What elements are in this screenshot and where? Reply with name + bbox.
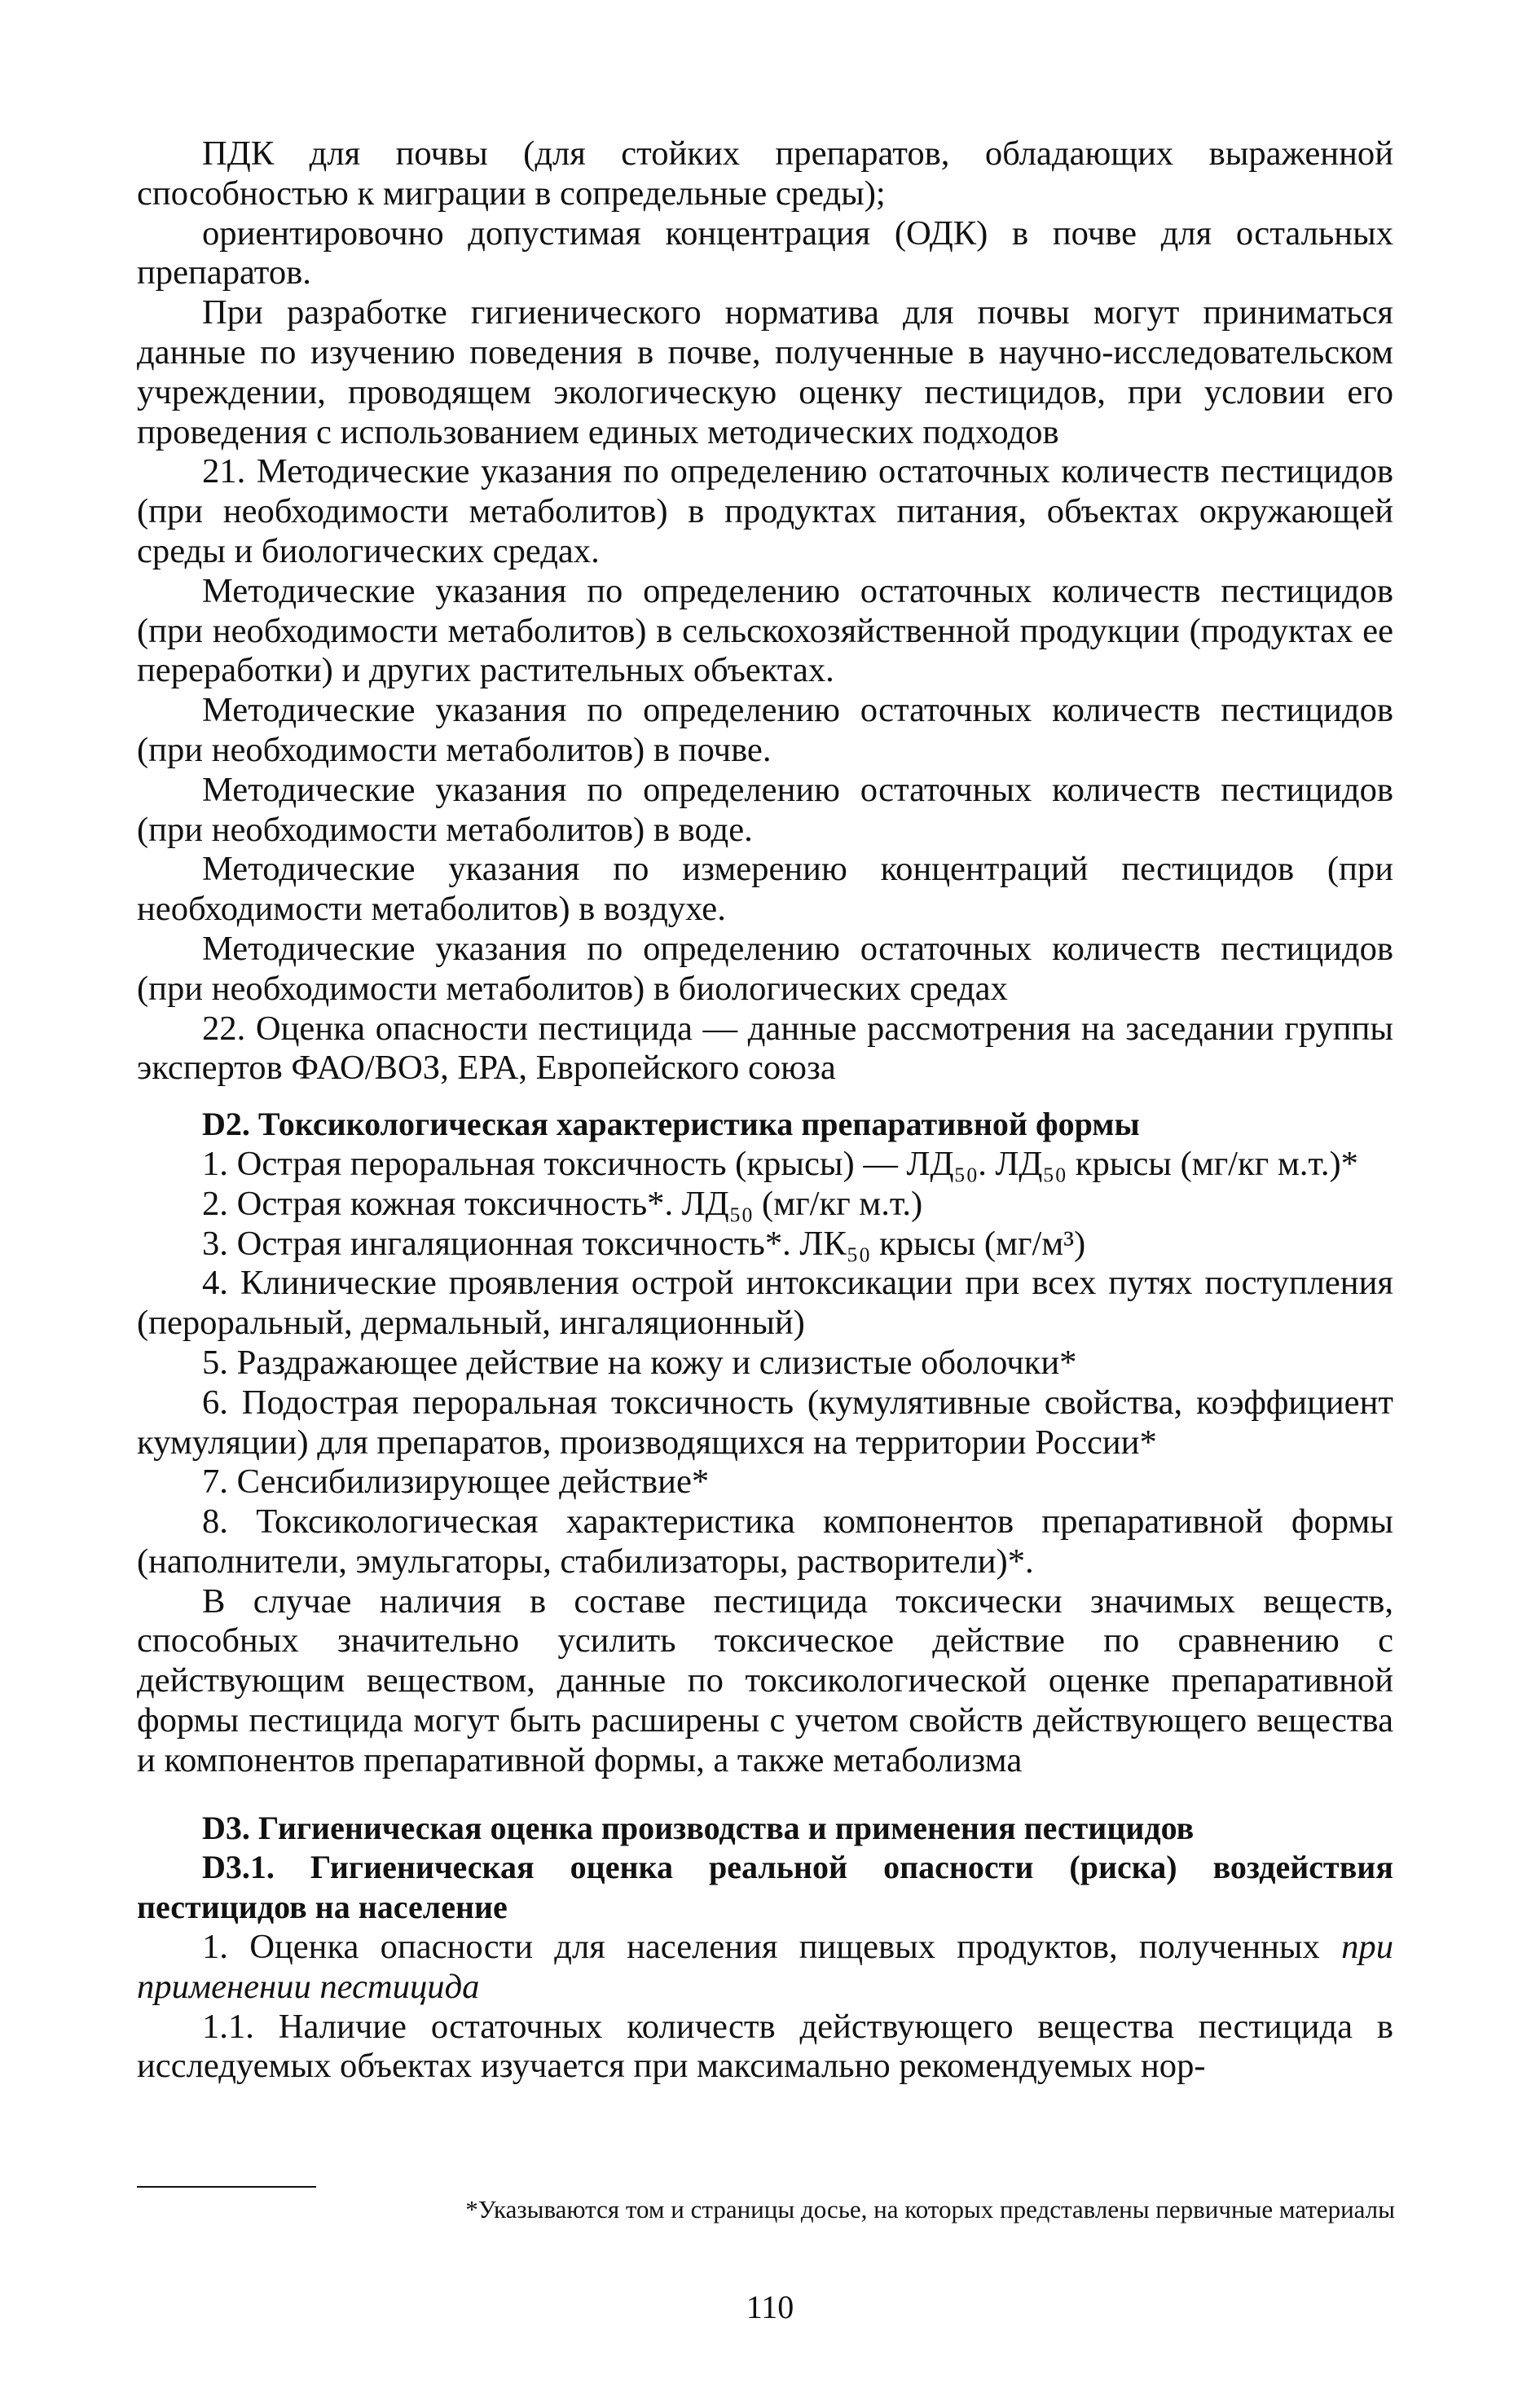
list-item: [137, 1928, 1393, 2008]
page-number: 110: [746, 2289, 794, 2325]
list-item: 2. Острая кожная токсичность*. ЛД₅₀ (мг/кг м.т.): [202, 1184, 923, 1223]
paragraph: Методические указания по измерению концентраций пестицидов (при необходимости метаболитов) в воздухе.: [137, 850, 1393, 929]
list-item: 5. Раздражающее действие на кожу и слизистые оболочки*: [202, 1343, 1077, 1382]
paragraph: При разработке гигиенического норматива для почвы могут приниматься данные по изучению поведения в почве, полученные в научно-исследовательском учреждении, проводящем экологическую оценку пестицидов, при условии его проведения с использованием единых методических подходов: [137, 293, 1393, 451]
paragraph: Методические указания по определению остаточных количеств пестицидов (при необходимости метаболитов) в воде.: [137, 770, 1393, 849]
list-item: 1. Острая пероральная токсичность (крысы) — ЛД₅₀. ЛД₅₀ крысы (мг/кг м.т.)*: [202, 1144, 1358, 1183]
footnote: *Указываются том и страницы досье, на которых представлены первичные материалы: [465, 2195, 1395, 2223]
paragraph: 22. Оценка опасности пестицида — данные рассмотрения на заседании группы экспертов ФАО/ВОЗ, ЕРА, Европейского союза: [137, 1009, 1393, 1088]
footnote-divider: [137, 2186, 316, 2188]
list-item: 8. Токсикологическая характеристика компонентов препаративной формы (наполнители, эмульгаторы, стабилизаторы, растворители)*.: [137, 1502, 1393, 1581]
paragraph: Методические указания по определению остаточных количеств пестицидов (при необходимости метаболитов) в сельскохозяйственной продукции (продуктах ее переработки) и других растительных объектах.: [137, 571, 1393, 690]
list-item-italic-text: при применении пестицида: [137, 1928, 1393, 2006]
paragraph: ориентировочно допустимая концентрация (ОДК) в почве для остальных препаратов.: [137, 213, 1393, 293]
list-item: 4. Клинические проявления острой интоксикации при всех путях поступления (пероральный, дермальный, ингаляционный): [137, 1264, 1393, 1343]
subsection-heading-d3-1: D3.1. Гигиеническая оценка реальной опасности (риска) воздействия пестицидов на население: [137, 1849, 1393, 1926]
paragraph: Методические указания по определению остаточных количеств пестицидов (при необходимости метаболитов) в биологических средах: [137, 929, 1393, 1008]
paragraph: ПДК для почвы (для стойких препаратов, обладающих выраженной способностью к миграции в сопредельные среды);: [137, 134, 1393, 213]
list-item-text: 1. Оценка опасности для населения пищевых продуктов, полученных: [202, 1928, 1320, 1967]
paragraph: 21. Методические указания по определению остаточных количеств пестицидов (при необходимости метаболитов) в продуктах питания, объектах окружающей среды и биологических средах.: [137, 452, 1393, 570]
list-item: 7. Сенсибилизирующее действие*: [202, 1463, 710, 1502]
section-heading-d2: D2. Токсикологическая характеристика препаративной формы: [202, 1106, 1140, 1143]
list-item: 1.1. Наличие остаточных количеств действующего вещества пестицида в исследуемых объектах изучается при максимально рекомендуемых нор-: [137, 2007, 1393, 2086]
list-item: 6. Подострая пероральная токсичность (кумулятивные свойства, коэффициент кумуляции) для препаратов, производящихся на территории России*: [137, 1383, 1393, 1462]
paragraph: В случае наличия в составе пестицида токсически значимых веществ, способных значительно усилить токсическое действие по сравнению с действующим веществом, данные по токсикологической оценке препаративной формы пестицида могут быть расширены с учетом свойств действующего вещества и компонентов препаративной формы, а также метаболизма: [137, 1581, 1393, 1779]
paragraph: Методические указания по определению остаточных количеств пестицидов (при необходимости метаболитов) в почве.: [137, 691, 1393, 769]
page-body: [137, 134, 1393, 2087]
section-heading-d3: D3. Гигиеническая оценка производства и применения пестицидов: [202, 1809, 1195, 1846]
list-item: 3. Острая ингаляционная токсичность*. ЛК₅₀ крысы (мг/м³): [202, 1224, 1086, 1263]
